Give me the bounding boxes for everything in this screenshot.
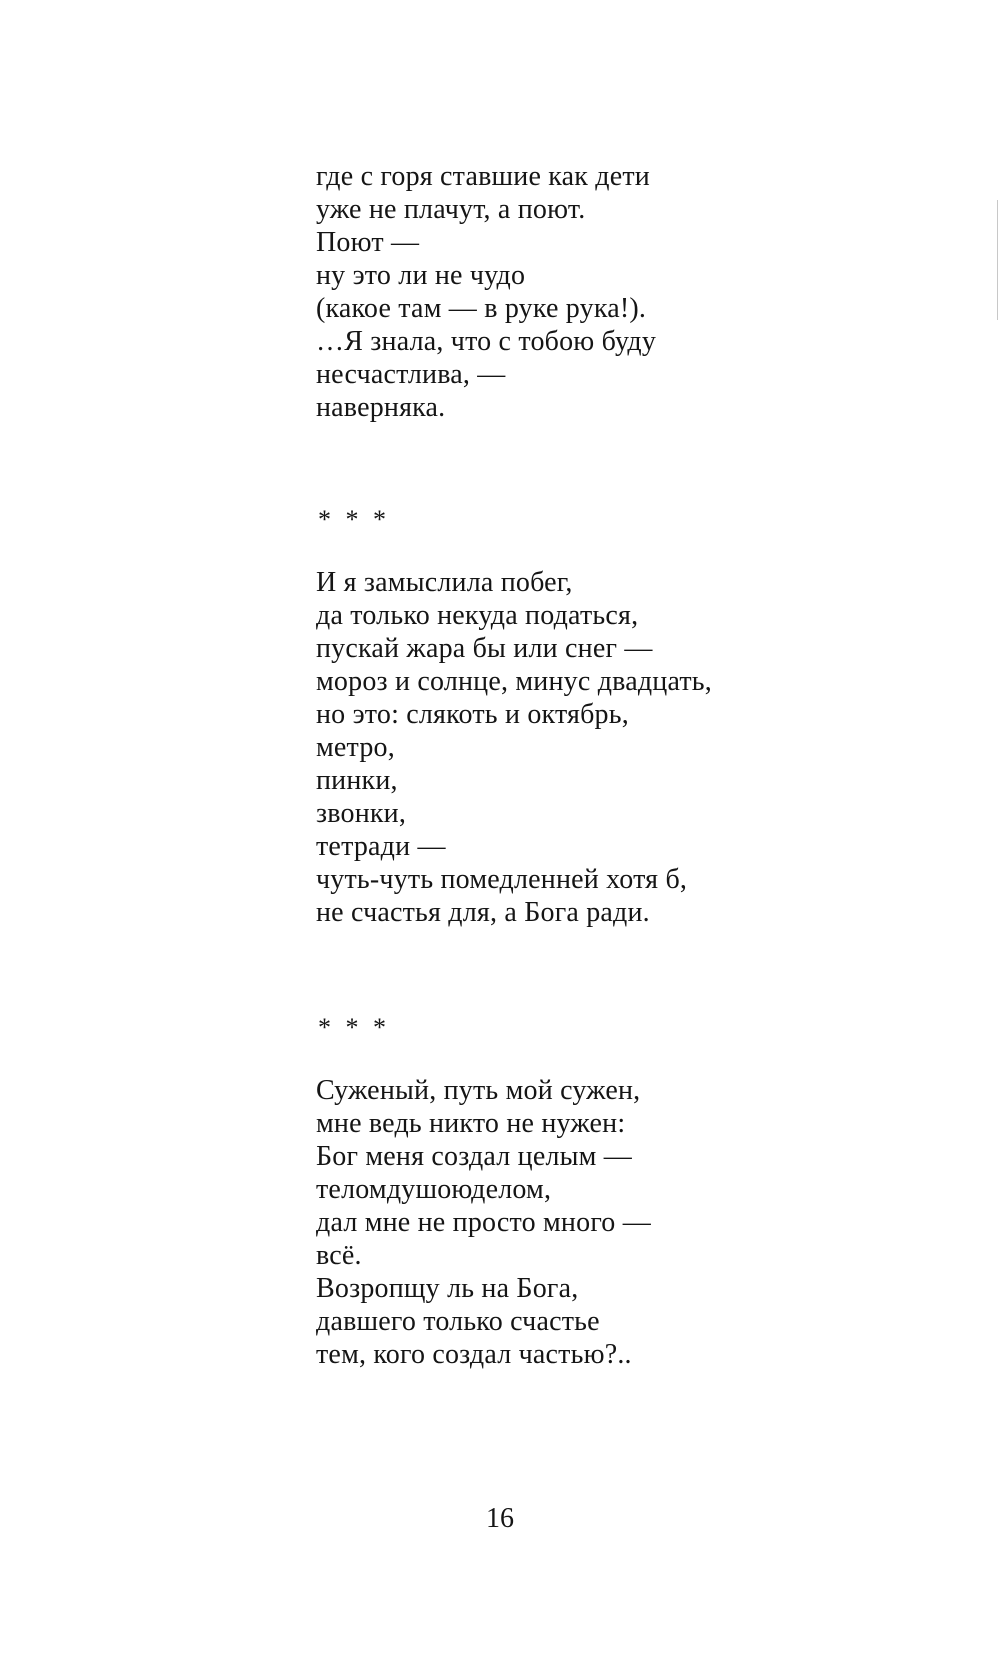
poem-line: несчастлива, — — [316, 359, 506, 390]
poem-stanza-2 — [316, 566, 712, 929]
poem-line: уже не плачут, а поют. — [316, 194, 586, 225]
poem-line: тем, кого создал частью?.. — [316, 1339, 632, 1370]
section-separator-1: * * * — [318, 505, 390, 534]
poem-line: …Я знала, что с тобою буду — [316, 326, 657, 357]
poem-line: всё. — [316, 1240, 362, 1271]
poem-line: где с горя ставшие как дети — [316, 161, 650, 192]
poem-line: пинки, — [316, 765, 398, 796]
poem-line: теломдушоюделом, — [316, 1174, 552, 1205]
poem-line: мороз и солнце, минус двадцать, — [316, 666, 712, 697]
poem-line: но это: слякоть и октябрь, — [316, 699, 629, 730]
poem-line: Возропщу ль на Бога, — [316, 1273, 579, 1304]
poem-line: пускай жара бы или снег — — [316, 633, 653, 664]
poem-line: И я замыслила побег, — [316, 567, 573, 598]
poem-line: дал мне не просто много — — [316, 1207, 651, 1238]
poem-line: чуть-чуть помедленней хотя б, — [316, 864, 688, 895]
poem-line: не счастья для, а Бога ради. — [316, 897, 650, 928]
poem-stanza-3 — [316, 1074, 651, 1371]
poem-line: мне ведь никто не нужен: — [316, 1108, 626, 1139]
page-number: 16 — [486, 1503, 514, 1534]
poem-stanza-1 — [316, 160, 656, 424]
poem-line: Суженый, путь мой сужен, — [316, 1075, 641, 1106]
poem-line: ну это ли не чудо — [316, 260, 526, 291]
poem-line: наверняка. — [316, 392, 446, 423]
poem-line: (какое там — в руке рука!). — [316, 293, 647, 324]
section-separator-2: * * * — [318, 1013, 390, 1042]
poem-line: звонки, — [316, 798, 407, 829]
poem-line: давшего только счастье — [316, 1306, 600, 1337]
poem-line: Бог меня создал целым — — [316, 1141, 632, 1172]
poem-line: да только некуда податься, — [316, 600, 639, 631]
poem-line: метро, — [316, 732, 395, 763]
poem-line: тетради — — [316, 831, 446, 862]
poem-line: Поют — — [316, 227, 420, 258]
page-edge-line — [997, 200, 998, 320]
